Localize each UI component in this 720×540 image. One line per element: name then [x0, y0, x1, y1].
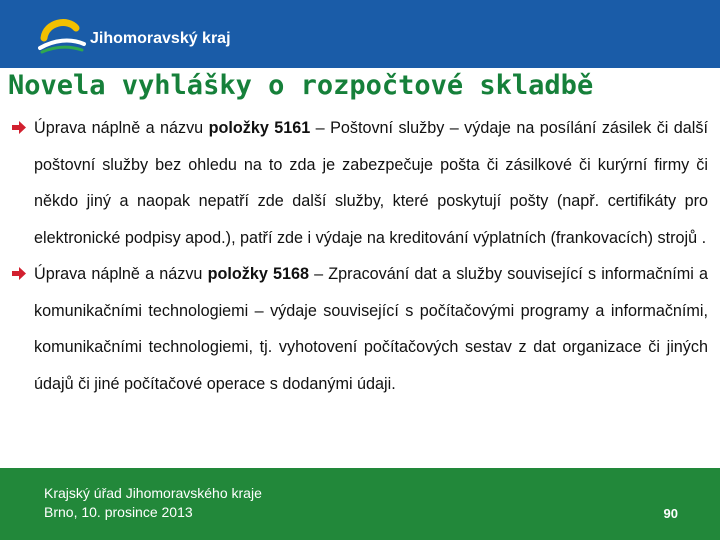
bullet-text-prefix: Úprava náplně a názvu — [34, 265, 208, 283]
bullet-text-rest: – Zpracování dat a služby související s informačními a komunikačními technologiemi – výdaje související s počítačovými programy a informačními, komunikačními technologiemi, tj. vyhotovení počítačových sestav z dat organizace či jiných údajů či jiné počítačové operace s dodanými údaji. — [34, 265, 708, 393]
logo-text: Jihomoravský kraj — [90, 30, 231, 47]
bullet-text-bold: položky 5168 — [207, 265, 309, 283]
arrow-right-icon — [12, 121, 26, 134]
logo-swoosh-icon — [38, 14, 88, 54]
bullet-text-rest: – Poštovní služby – výdaje na posílání zásilek či další poštovní služby bez ohledu na to zda je zabezpečuje pošta či zásilkové či kurýrní firmy či někdo jiný a naopak nepatří zde další služby, které poskytují pošty (např. certifikáty pro elektronické podpisy apod.), patří zde i výdaje na kreditování výplatních (frankovacích) strojů . — [34, 119, 708, 247]
footer-date: Brno, 10. prosince 2013 — [44, 504, 193, 520]
page-number: 90 — [663, 506, 678, 521]
arrow-right-icon — [12, 267, 26, 280]
bullet-item-2 — [12, 256, 708, 402]
bullet-item-1 — [12, 110, 708, 256]
page-title: Novela vyhlášky o rozpočtové skladbě — [8, 70, 594, 101]
bullet-text-bold: položky 5161 — [208, 119, 311, 137]
bullet-text-prefix: Úprava náplně a názvu — [34, 119, 209, 137]
bullet-list — [12, 110, 708, 402]
footer-organization: Krajský úřad Jihomoravského kraje — [44, 485, 262, 501]
logo — [38, 14, 298, 58]
header-bar — [0, 0, 720, 68]
footer-bar — [0, 468, 720, 540]
